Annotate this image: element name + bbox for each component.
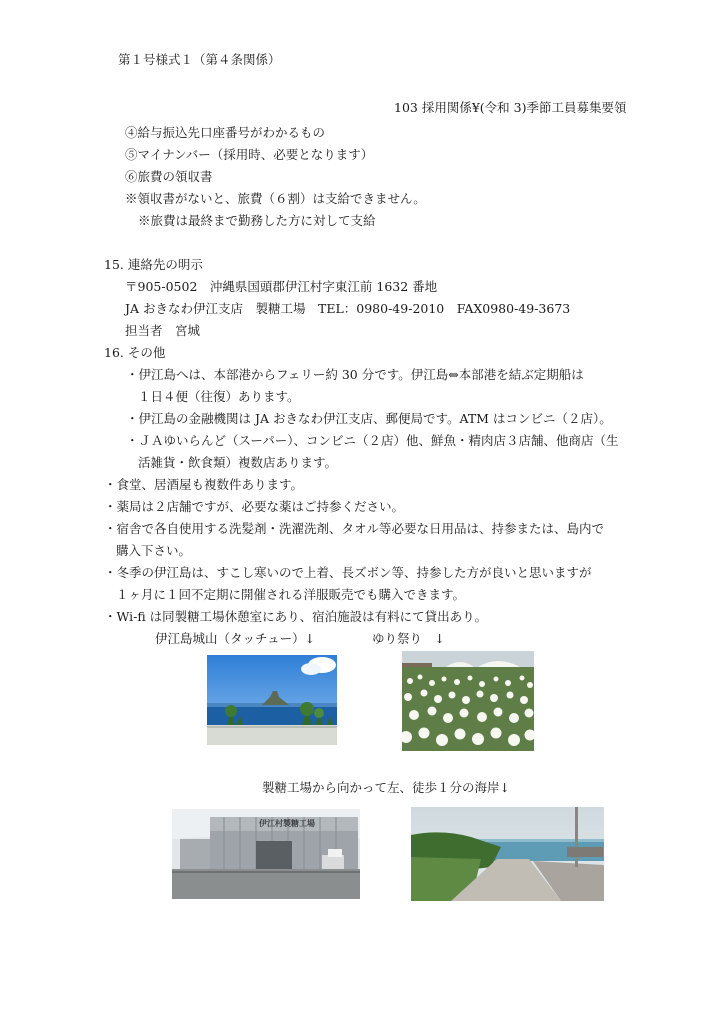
list-item: ・伊江島へは、本部港からフェリー約 30 分です。伊江島⇔本部港を結ぶ定期船は: [126, 367, 584, 382]
castle-hill-photo: [207, 655, 337, 745]
contact-person: 担当者 宮城: [125, 323, 201, 338]
lily-festival-photo: [402, 651, 534, 751]
contact-address: 〒905-0502 沖縄県国頭郡伊江村字東江前 1632 番地: [125, 279, 438, 294]
list-item: 活雑貨・飲食類）複数店あります。: [138, 455, 338, 470]
list-item: ⑥旅費の領収書: [125, 169, 213, 184]
list-item: ※領収書がないと、旅費（６割）は支給できません。: [125, 191, 426, 206]
list-item: 購入下さい。: [116, 543, 192, 558]
list-item: ・伊江島の金融機関は JA おきなわ伊江支店、郵便局です。ATM はコンビニ（２店）。: [126, 411, 612, 426]
list-item: １ヶ月に１回不定期に開催される洋服販売でも購入できます。: [116, 587, 466, 602]
list-item: ④給与振込先口座番号がわかるもの: [125, 125, 326, 140]
beach-photo: [411, 807, 604, 901]
sugar-factory-photo: [172, 809, 360, 899]
document-title: 103 採用関係¥(令和 3)季節工員募集要領: [394, 100, 627, 115]
photo-caption-castle-hill: 伊江島城山（タッチュー）↓: [155, 631, 316, 646]
list-item: ・薬局は２店舗ですが、必要な薬はご持参ください。: [104, 499, 405, 514]
list-item: ※旅費は最終まで勤務した方に対して支給: [138, 213, 376, 228]
section-16-heading: 16. その他: [104, 345, 166, 360]
form-label: 第１号様式１（第４条関係）: [118, 52, 281, 67]
contact-office: JA おきなわ伊江支店 製糖工場 TEL：0980-49-2010 FAX0980-49-3673: [125, 301, 571, 316]
list-item: ・冬季の伊江島は、すこし寒いので上着、長ズボン等、持参した方が良いと思いますが: [104, 565, 592, 580]
section-15-heading: 15. 連絡先の明示: [104, 257, 203, 272]
list-item: １日４便（往復）あります。: [138, 389, 300, 404]
list-item: ・宿舎で各自使用する洗髪剤・洗濯洗剤、タオル等必要な日用品は、持参または、島内で: [104, 521, 605, 536]
photo-caption-lily-festival: ゆり祭り ↓: [372, 631, 445, 646]
list-item: ・食堂、居酒屋も複数件あります。: [104, 477, 304, 492]
list-item: ・Wi-fi は同製糖工場休憩室にあり、宿泊施設は有料にて貸出あり。: [104, 609, 488, 624]
list-item: ・ＪＡゆいらんど（スーパー）、コンビニ（２店）他、鮮魚・精肉店３店舗、他商店（生: [126, 433, 619, 448]
photo-caption-beach: 製糖工場から向かって左、徒歩１分の海岸↓: [262, 780, 510, 795]
factory-sign: 伊江村製糖工場: [259, 819, 315, 828]
list-item: ⑤マイナンバー（採用時、必要となります）: [125, 147, 374, 162]
